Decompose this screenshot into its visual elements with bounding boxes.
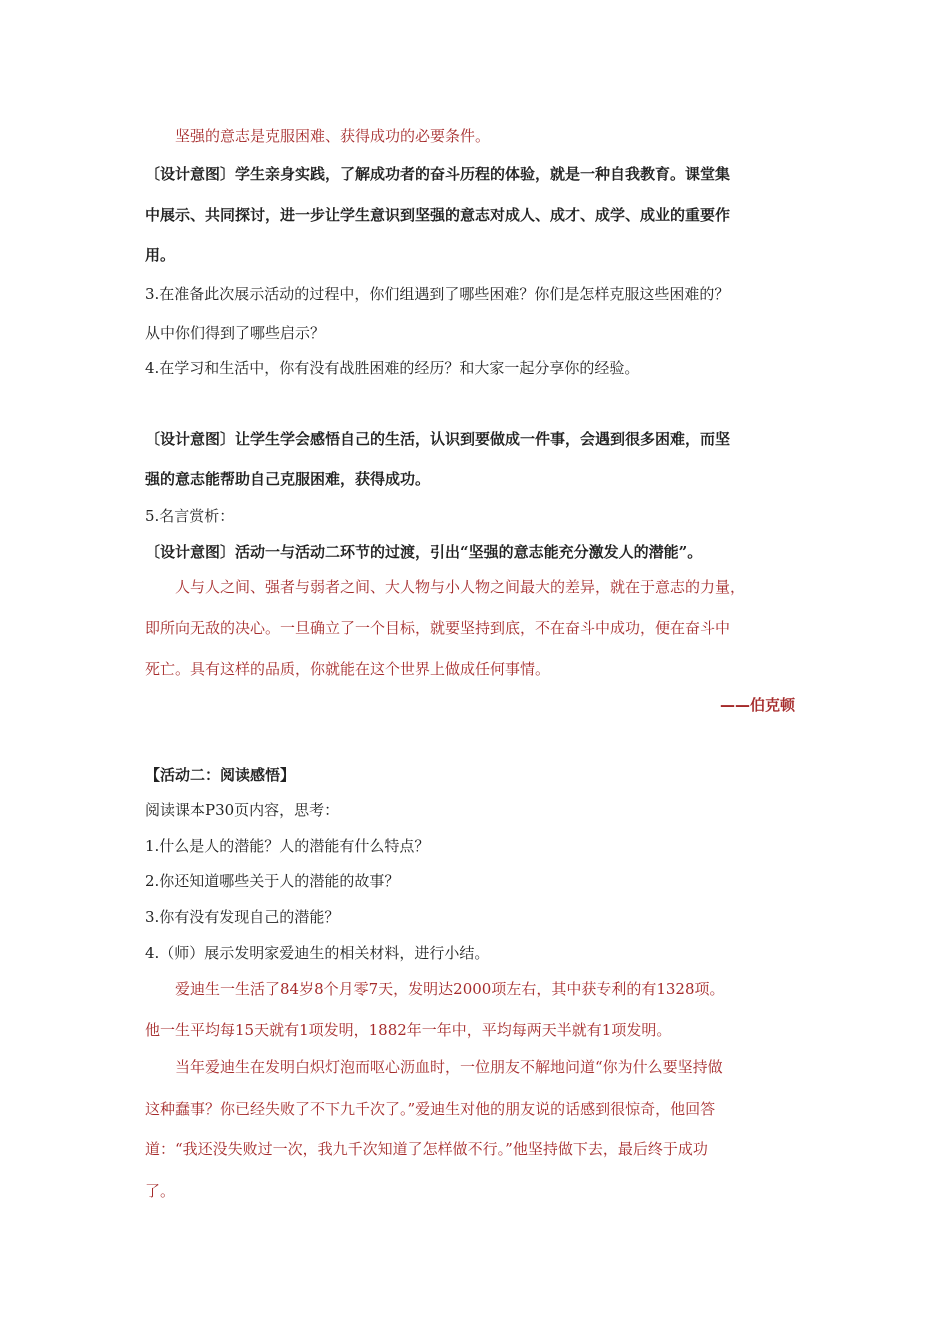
question-line: 从中你们得到了哪些启示？ bbox=[145, 324, 326, 342]
design-intent-line: 〔设计意图〕活动一与活动二环节的过渡，引出“坚强的意志能充分激发人的潜能”。 bbox=[145, 543, 703, 561]
text-line: 坚强的意志是克服困难、获得成功的必要条件。 bbox=[175, 127, 491, 145]
question-line: 3.在准备此次展示活动的过程中，你们组遇到了哪些困难？你们是怎样克服这些困难的？ bbox=[145, 285, 730, 303]
question-line: 2.你还知道哪些关于人的潜能的故事？ bbox=[145, 872, 400, 890]
design-intent-line: 用。 bbox=[145, 246, 176, 264]
edison-line: 他一生平均每15天就有1项发明，1882年一年中，平均每两天半就有1项发明。 bbox=[145, 1021, 672, 1039]
quote-line: 人与人之间、强者与弱者之间、大人物与小人物之间最大的差异，就在于意志的力量， bbox=[175, 578, 746, 596]
question-line: 5.名言赏析： bbox=[145, 507, 235, 525]
question-line: 1.什么是人的潜能？人的潜能有什么特点？ bbox=[145, 837, 430, 855]
question-line: 4.（师）展示发明家爱迪生的相关材料，进行小结。 bbox=[145, 944, 490, 962]
edison-line: 道：“我还没失败过一次，我九千次知道了怎样做不行。”他坚持做下去，最后终于成功 bbox=[145, 1140, 708, 1158]
design-intent-line: 〔设计意图〕让学生学会感悟自己的生活，认识到要做成一件事，会遇到很多困难，而坚 bbox=[145, 430, 731, 448]
section-heading: 【活动二：阅读感悟】 bbox=[145, 766, 296, 784]
quote-line: 即所向无敌的决心。一旦确立了一个目标，就要坚持到底，不在奋斗中成功，便在奋斗中 bbox=[145, 619, 731, 637]
question-line: 4.在学习和生活中，你有没有战胜困难的经历？和大家一起分享你的经验。 bbox=[145, 359, 640, 377]
design-intent-line: 中展示、共同探讨，进一步让学生意识到坚强的意志对成人、成才、成学、成业的重要作 bbox=[145, 206, 731, 224]
quote-attribution: ——伯克顿 bbox=[719, 696, 795, 714]
quote-line: 死亡。具有这样的品质，你就能在这个世界上做成任何事情。 bbox=[145, 660, 551, 678]
design-intent-line: 〔设计意图〕学生亲身实践，了解成功者的奋斗历程的体验，就是一种自我教育。课堂集 bbox=[145, 165, 731, 183]
edison-line: 了。 bbox=[145, 1182, 176, 1200]
edison-line: 爱迪生一生活了84岁8个月零7天，发明达2000项左右，其中获专利的有1328项。 bbox=[175, 980, 725, 998]
question-line: 3.你有没有发现自己的潜能？ bbox=[145, 908, 340, 926]
edison-line: 当年爱迪生在发明白炽灯泡而呕心沥血时，一位朋友不解地问道“你为什么要坚持做 bbox=[175, 1058, 723, 1076]
edison-line: 这种蠢事？你已经失败了不下九千次了。”爱迪生对他的朋友说的话感到很惊奇，他回答 bbox=[145, 1100, 716, 1118]
text-line: 阅读课本P30页内容，思考： bbox=[145, 801, 340, 819]
design-intent-line: 强的意志能帮助自己克服困难，获得成功。 bbox=[145, 470, 431, 488]
